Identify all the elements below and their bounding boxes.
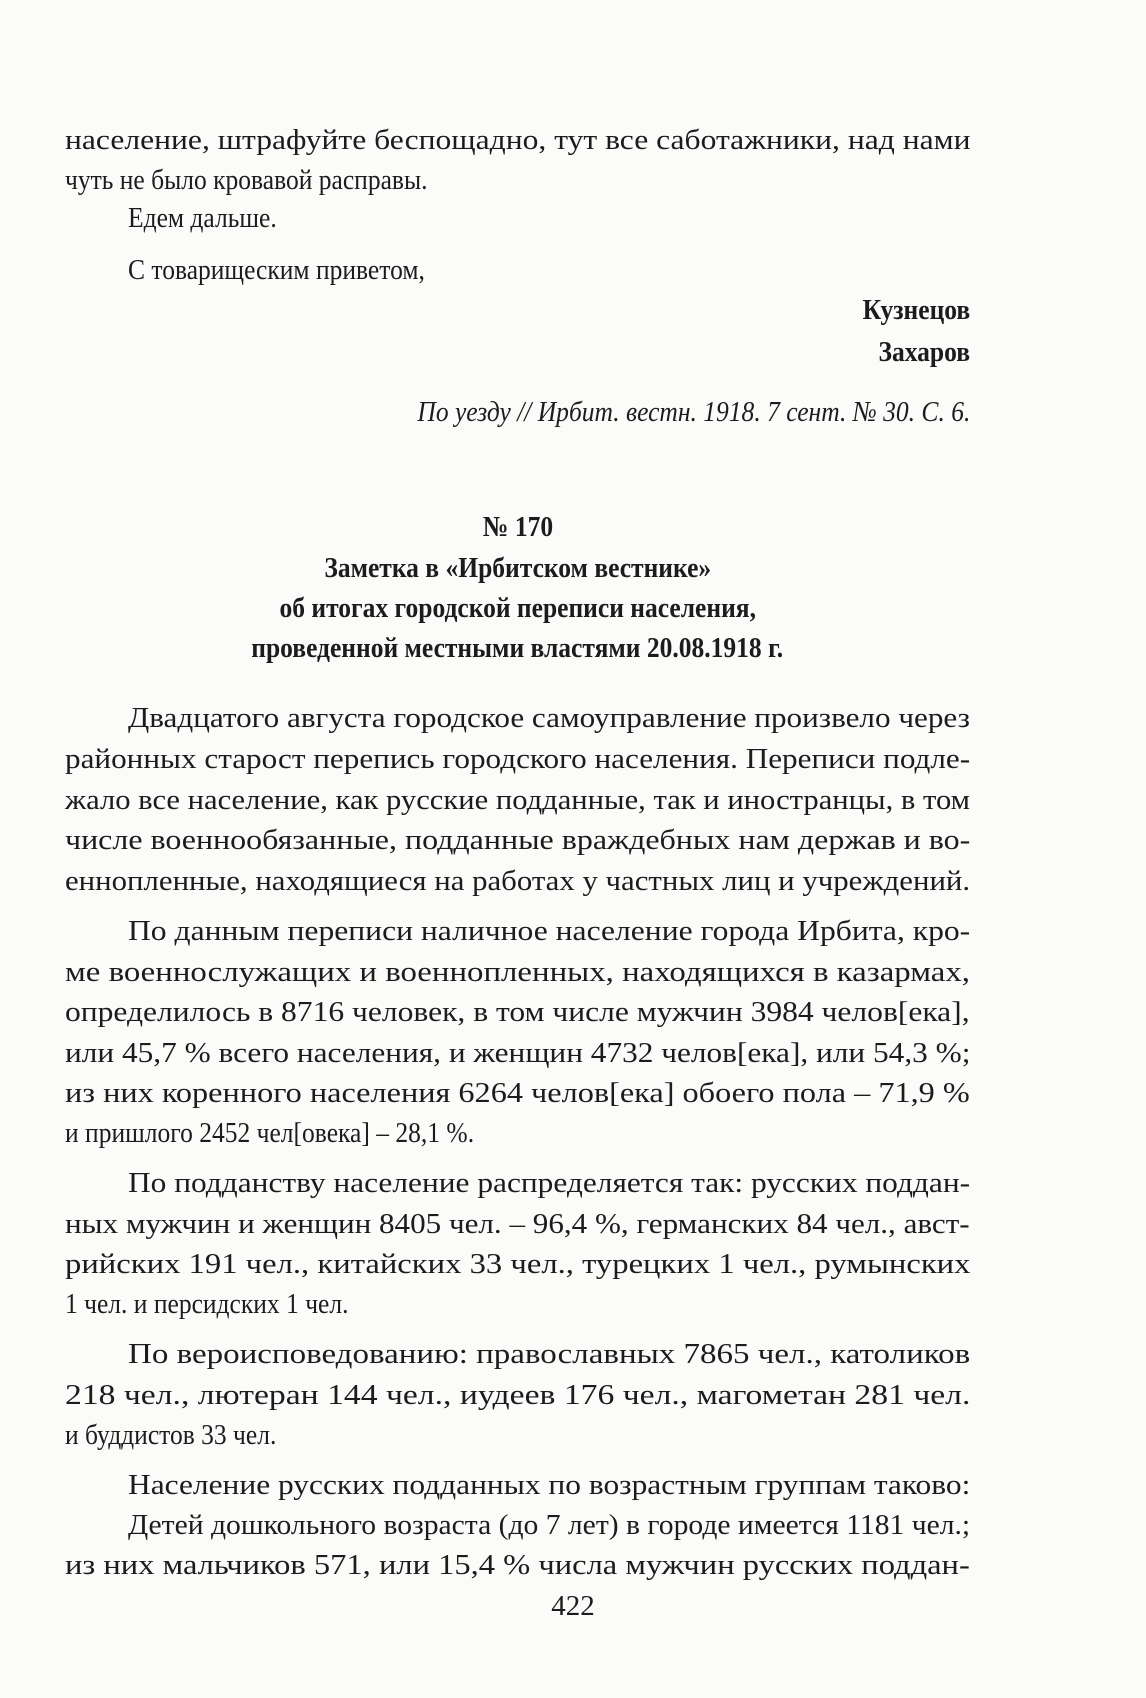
- document-number: № 170: [482, 511, 553, 543]
- signature: Захаров: [878, 336, 970, 368]
- text-line: или 45,7 % всего населения, и женщин 4732 челов[ека], или 54,3 %;: [65, 1037, 971, 1069]
- text-line: Население русских подданных по возрастным группам таково:: [128, 1469, 971, 1501]
- text-line: и буддистов 33 чел.: [65, 1419, 277, 1451]
- text-line: Детей дошкольного возраста (до 7 лет) в городе имеется 1181 чел.;: [128, 1509, 971, 1541]
- text-line: Едем дальше.: [128, 202, 277, 234]
- text-line: 218 чел., лютеран 144 чел., иудеев 176 чел., магометан 281 чел.: [65, 1379, 971, 1411]
- text-line: ме военнослужащих и военнопленных, находящихся в казармах,: [65, 956, 971, 988]
- document-title-line: проведенной местными властями 20.08.1918 г.: [251, 632, 784, 664]
- text-line: из них мальчиков 571, или 15,4 % числа мужчин русских поддан-: [65, 1549, 970, 1581]
- text-line: ных мужчин и женщин 8405 чел. – 96,4 %, германских 84 чел., авст-: [65, 1208, 970, 1240]
- text-line: Двадцатого августа городское самоуправление произвело через: [128, 702, 970, 734]
- text-line: определилось в 8716 человек, в том числе мужчин 3984 челов[ека],: [65, 996, 970, 1028]
- text-line: рийских 191 чел., китайских 33 чел., турецких 1 чел., румынских: [65, 1248, 971, 1280]
- text-line: жало все население, как русские подданные, так и иностранцы, в том: [65, 784, 971, 816]
- text-line: По подданству население распределяется так: русских поддан-: [128, 1167, 971, 1199]
- text-line: и пришлого 2452 чел[овека] – 28,1 %.: [65, 1117, 475, 1149]
- text-line: еннопленные, находящиеся на работах у частных лиц и учреждений.: [65, 865, 971, 897]
- text-line: из них коренного населения 6264 челов[ека] обоего пола – 71,9 %: [65, 1077, 970, 1109]
- document-title-line: Заметка в «Ирбитском вестнике»: [324, 552, 711, 584]
- source-citation: По уезду // Ирбит. вестн. 1918. 7 сент. № 30. С. 6.: [417, 396, 970, 428]
- signature: Кузнецов: [862, 294, 970, 326]
- text-line: По данным переписи наличное население города Ирбита, кро-: [128, 915, 971, 947]
- document-title-line: об итогах городской переписи населения,: [279, 592, 756, 624]
- text-line: население, штрафуйте беспощадно, тут все саботажники, над нами: [65, 124, 971, 156]
- text-line: По вероисповедованию: православных 7865 чел., католиков: [128, 1338, 971, 1370]
- greeting: С товарищеским приветом,: [128, 254, 425, 286]
- text-line: районных старост перепись городского населения. Переписи подле-: [65, 743, 971, 775]
- text-line: чуть не было кровавой расправы.: [65, 164, 428, 196]
- text-line: числе военнообязанные, подданные враждебных нам держав и во-: [65, 824, 971, 856]
- text-line: 1 чел. и персидских 1 чел.: [65, 1288, 349, 1320]
- page-number: 422: [551, 1590, 595, 1622]
